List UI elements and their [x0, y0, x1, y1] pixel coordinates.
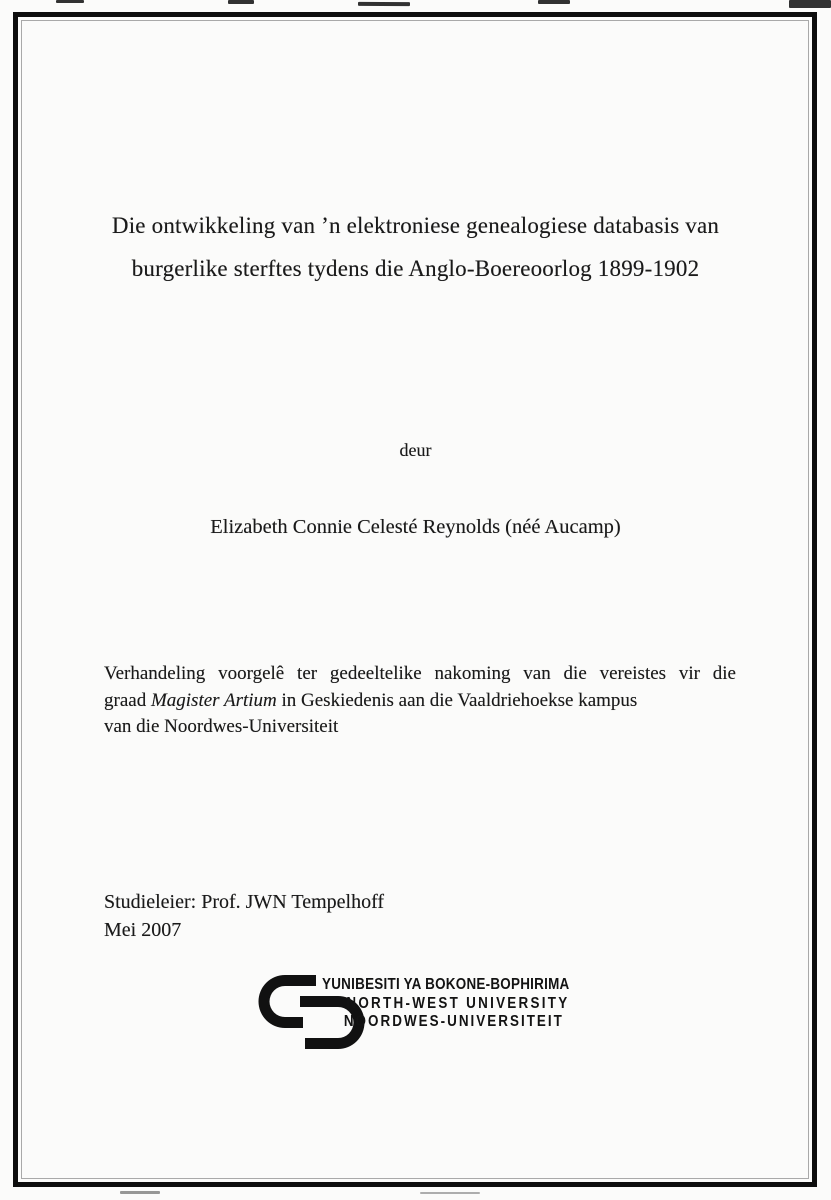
- logo-name-afrikaans: NOORDWES-UNIVERSITEIT: [343, 1013, 564, 1031]
- scan-artifact: [358, 2, 410, 6]
- supervisor-line: Studieleier: Prof. JWN Tempelhoff: [104, 891, 385, 913]
- scan-artifact: [120, 1191, 160, 1194]
- supervisor-block: [104, 888, 384, 944]
- submission-line2-prefix: graad: [104, 689, 151, 711]
- scan-artifact: [420, 1192, 480, 1194]
- thesis-title-line1: Die ontwikkeling van ’n elektroniese genealogiese databasis van: [111, 213, 720, 238]
- logo-name-english: NORTH-WEST UNIVERSITY: [346, 994, 570, 1012]
- date-line: Mei 2007: [104, 919, 182, 941]
- university-logo-text: [322, 976, 570, 1032]
- author-name: Elizabeth Connie Celesté Reynolds (néé Aucamp): [210, 516, 621, 538]
- scan-artifact: [789, 0, 831, 8]
- university-logo: [258, 972, 588, 1062]
- byline-label: deur: [399, 440, 432, 460]
- submission-statement: [104, 661, 736, 741]
- submission-line1: Verhandeling voorgelê ter gedeeltelike nakoming van die vereistes vir die: [104, 663, 736, 684]
- scan-artifact: [538, 0, 570, 4]
- thesis-title: [0, 204, 831, 290]
- submission-line2-suffix: in Geskiedenis aan die Vaaldriehoekse kampus: [276, 689, 638, 711]
- submission-line3: van die Noordwes-Universiteit: [104, 716, 339, 737]
- degree-name: Magister Artium: [150, 689, 277, 711]
- submission-line2: [104, 688, 736, 715]
- scan-artifact: [56, 0, 84, 3]
- logo-name-setswana: YUNIBESITI YA BOKONE-BOPHIRIMA: [322, 976, 570, 993]
- scan-artifact: [228, 0, 254, 4]
- thesis-title-line2: burgerlike sterftes tydens die Anglo-Boereoorlog 1899-1902: [131, 256, 700, 281]
